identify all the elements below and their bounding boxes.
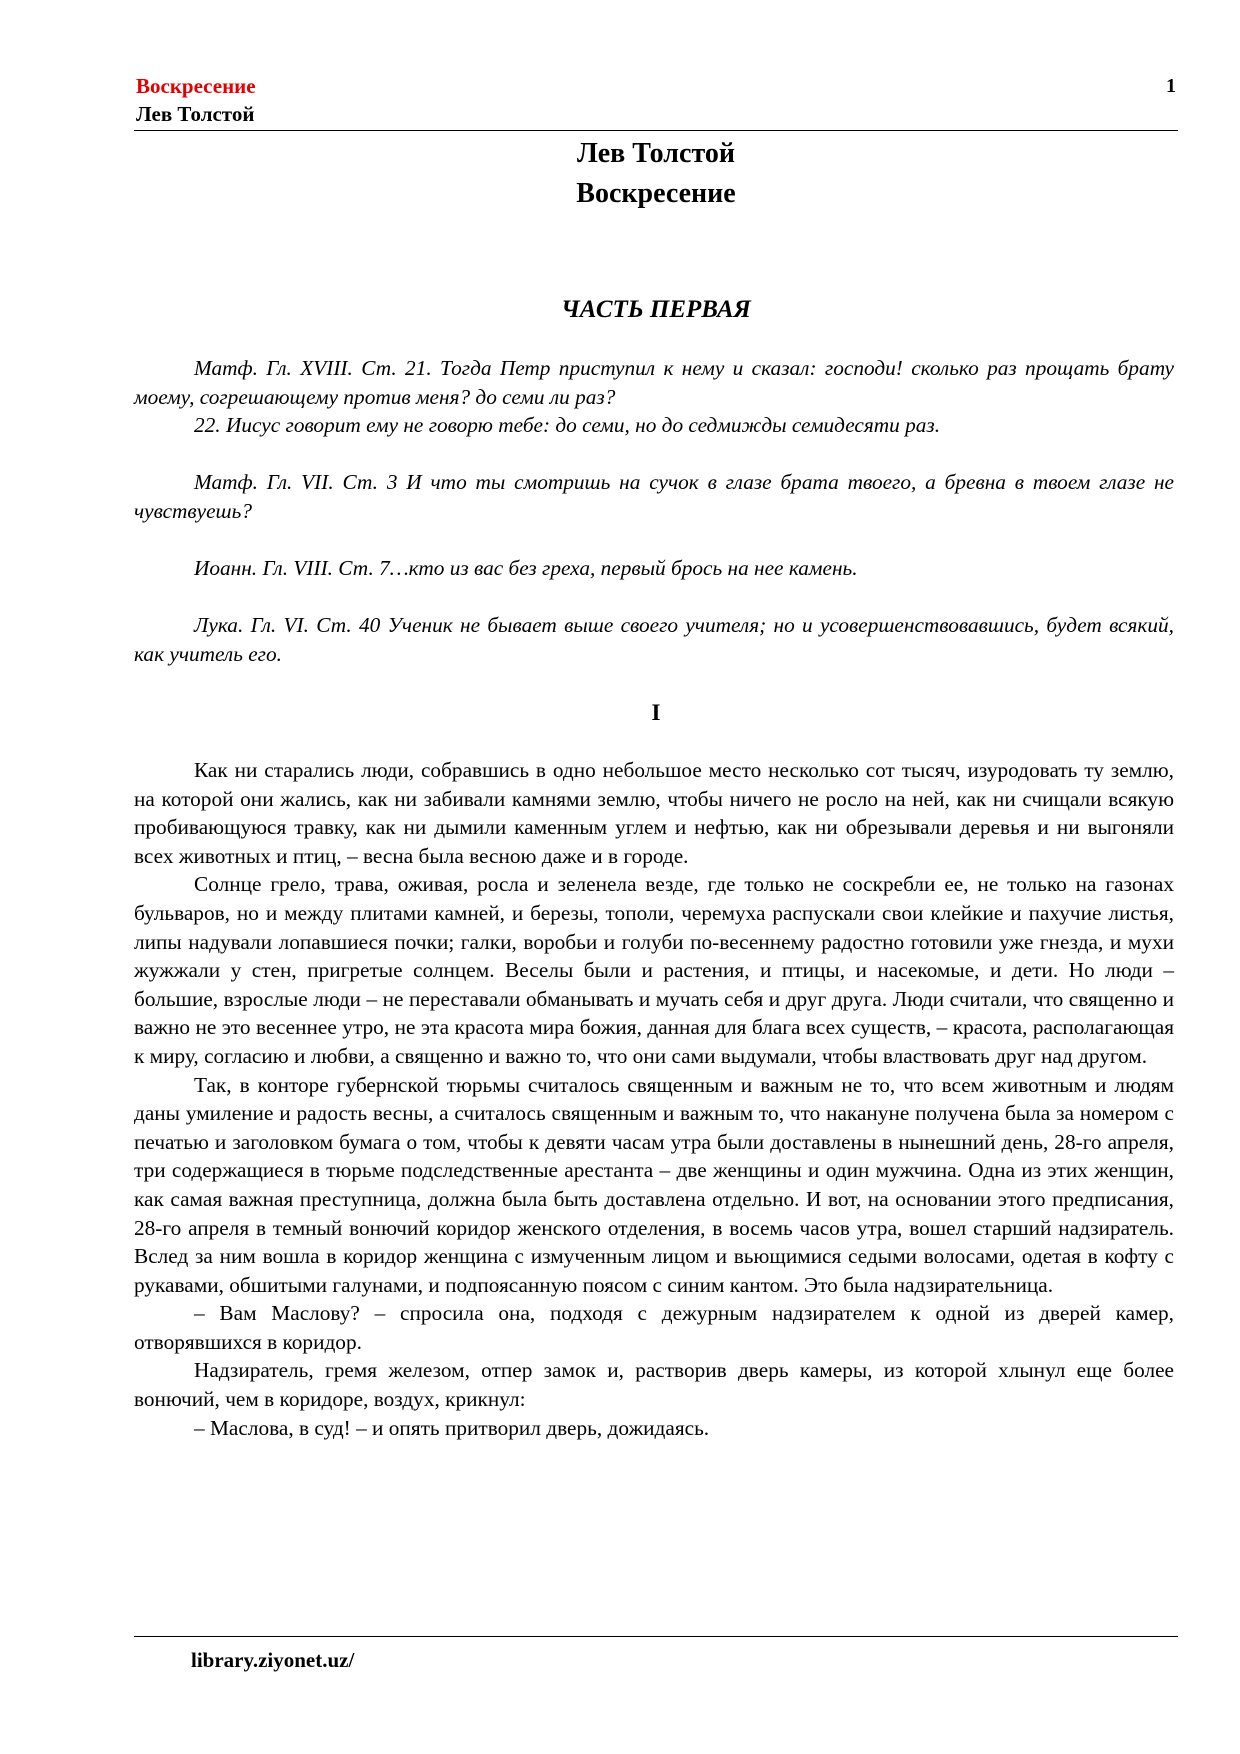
epigraph-john-8-7: Иоанн. Гл. VIII. Ст. 7…кто из вас без греха, первый брось на нее камень. [194,556,858,581]
paragraph: Солнце грело, трава, оживая, росла и зеленела везде, где только не соскребли ее, не только на газонах бульваров, но и между плитами камней, и березы, тополи, черемуха распускали свои клейкие и пахучие листья, липы надували лопавшиеся почки; галки, воробьи и голуби по-весеннему радостно готовили уже гнезда, и мухи жужжали у стен, пригретые солнцем. Веселы были и растения, и птицы, и насекомые, и дети. Но люди – большие, взрослые люди – не переставали обманывать и мучать себя и друг друга. Люди считали, что священно и важно не это весеннее утро, не эта красота мира божия, данная для блага всех существ, – красота, располагающая к миру, согласию и любви, а священно и важно то, что они сами выдумали, чтобы властвовать друг над другом. [134,872,1174,1068]
header-divider [134,130,1178,131]
running-header [136,72,1176,128]
paragraph: – Вам Маслову? – спросила она, подходя с дежурным надзирателем к одной из дверей камер, отворявшихся в коридор. [134,1301,1174,1354]
page-number: 1 [1166,75,1176,97]
epigraphs [134,354,1174,669]
footer-url: library.ziyonet.uz/ [191,1648,355,1672]
epigraph-luke-6-40: Лука. Гл. VI. Ст. 40 Ученик не бывает выше своего учителя; но и усовершенствовавшись, будет всякий, как учитель его. [134,613,1174,666]
book-author: Лев Толстой [577,138,735,169]
part-heading: ЧАСТЬ ПЕРВАЯ [561,296,751,323]
paragraph: Так, в конторе губернской тюрьмы считалось священным и важным не то, что всем животным и людям даны умиление и радость весны, а считалось священным и важным то, что накануне получена была за номером с печатью и заголовком бумага о том, чтобы к девяти часам утра были доставлены в нынешний день, 28-го апреля, три содержащиеся в тюрьме подследственные арестанта – две женщины и один мужчина. Одна из этих женщин, как самая важная преступница, должна была быть доставлена отдельно. И вот, на основании этого предписания, 28-го апреля в темный вонючий коридор женского отделения, в восемь часов утра, вошел старший надзиратель. Вслед за ним вошла в коридор женщина с измученным лицом и вьющимися седыми волосами, одетая в кофту с рукавами, обшитыми галунами, и подпоясанную поясом с синим кантом. Это была надзирательница. [134,1072,1174,1297]
paragraph: Как ни старались люди, собравшись в одно небольшое место несколько сот тысяч, изуродовать ту землю, на которой они жались, как ни забивали камнями землю, чтобы ничего не росло на ней, как ни счищали всякую пробивающуюся травку, как ни дымили каменным углем и нефтью, как ни обрезывали деревья и ни выгоняли всех животных и птиц, – весна была весною даже и в городе. [134,758,1174,868]
book-title-block [134,134,1178,214]
footer-divider [134,1636,1178,1637]
epigraph-matthew-7-3: Матф. Гл. VII. Ст. 3 И что ты смотришь на сучок в глазе брата твоего, а бревна в твоем глазе не чувствуешь? [134,470,1174,523]
paragraph: Надзиратель, гремя железом, отпер замок и, растворив дверь камеры, из которой хлынул еще более вонючий, чем в коридоре, воздух, крикнул: [134,1358,1174,1412]
paragraph: – Маслова, в суд! – и опять притворил дверь, дожидаясь. [194,1415,710,1440]
chapter-body [134,756,1174,1442]
chapter-number: I [651,700,661,725]
running-header-title: Воскресение [136,74,256,98]
epigraph-matthew-18-22: 22. Иисус говорит ему не говорю тебе: до семи, но до седмижды семидесяти раз. [194,413,941,438]
book-title: Воскресение [576,178,736,209]
running-header-author: Лев Толстой [136,102,255,126]
epigraph-matthew-18-21: Матф. Гл. XVIII. Ст. 21. Тогда Петр приступил к нему и сказал: господи! сколько раз прощать брату моему, согрешающему против меня? до семи ли раз? [134,356,1174,409]
